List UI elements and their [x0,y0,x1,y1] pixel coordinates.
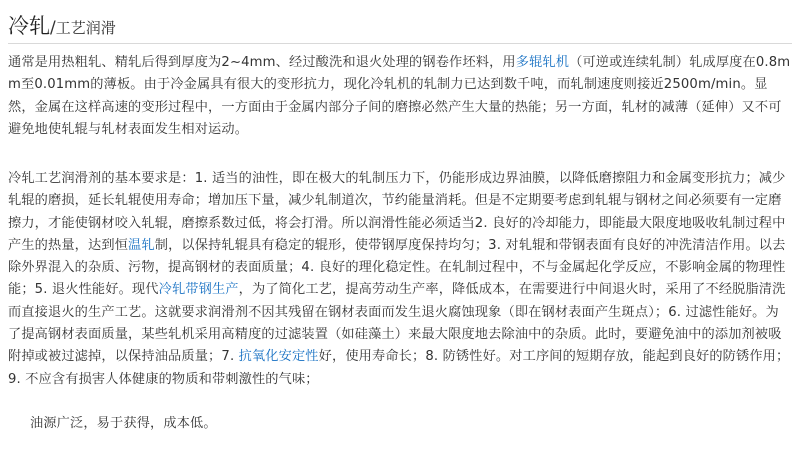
paragraph-conclusion: 油源广泛，易于获得，成本低。 [30,416,217,431]
paragraph-requirements-text-a: 冷轧工艺润滑剂的基本要求是：1. 适当的油性，即在极大的轧制压力下，仍能形成边界油膜，以降低磨擦阻力和金属变形抗力；减少轧辊的磨损，延长轧辊使用寿命；增加压下量，减少轧制道次，节约能量消耗。但是不定期要考虑到轧辊与钢材之间必须要有一定磨擦力，才能使钢材咬入轧辊，磨擦系数过低，将会打滑。所以润滑性能必须适当2. 良好的冷却能力，即能最大限度地吸收轧制过程中产生的热量，达到恒 [8,171,786,253]
paragraph-intro-text-b: （可逆或连续轧制）轧成厚度在0.8mm至0.01mm的薄板。由于冷金属具有很大的变形抗力，现化冷轧机的轧制力已达到数千吨，而轧制速度则接近2500m/min。显然，金属在这样高速的变形过程中，一方面由于金属内部分子间的磨擦必然产生大量的热能；另一方面，轧材的减薄（延伸）又不可避免地使轧辊与轧材表面发生相对运动。 [8,55,791,137]
paragraph-requirements-text-b: 制，以保持轧辊具有稳定的辊形，使带钢厚度保持均匀；3. 对轧辊和带钢表面有良好的冲洗清洁作用。以去除外界混入的杂质、污物，提高钢材的表面质量；4. 良好的理化稳定性。在轧制过程中，不与金属起化学反应，不影响金属的物理性能；5. 退火性能好。现代 [8,237,786,298]
paragraph-requirements-text-c: ，为了简化工艺，提高劳动生产率，降低成本，在需要进行中间退火时，采用了不经脱脂清洗而直接退火的生产工艺。这就要求润滑剂不因其残留在钢材表面而发生退火腐蚀现象（即在钢材表面产生斑点）；6. 过滤性能好。为了提高钢材表面质量，某些轧机采用高精度的过滤装置（如硅藻土）来最大限度地去除油中的杂质。此时，要避免油中的添加剂被吸附掉或被过滤掉，以保持油品质量；7. [8,282,786,365]
page-title [8,10,790,40]
title-separator: / [50,18,56,38]
link-warm-rolling[interactable]: 温轧 [128,237,155,253]
link-oxidation-stability[interactable]: 抗氧化安定性 [238,349,319,365]
paragraph-intro [8,52,792,141]
paragraph-requirements [8,168,792,391]
title-divider [8,43,792,44]
title-main: 冷轧 [8,14,50,38]
link-cold-rolled-strip-production[interactable]: 冷轧带钢生产 [158,282,239,298]
paragraph-requirements-text-d: 好，使用寿命长；8. 防锈性好。对工序间的短期存放，能起到良好的防锈作用；9. 不应含有损害人体健康的物质和带刺激性的气味； [8,349,790,387]
paragraph-intro-text-a: 通常是用热粗轧、精轧后得到厚度为2~4mm、经过酸洗和退火处理的钢卷作坯料，用 [8,55,516,70]
link-multi-roll-mill[interactable]: 多辊轧机 [515,55,570,70]
title-subtitle: 工艺润滑 [55,19,116,37]
